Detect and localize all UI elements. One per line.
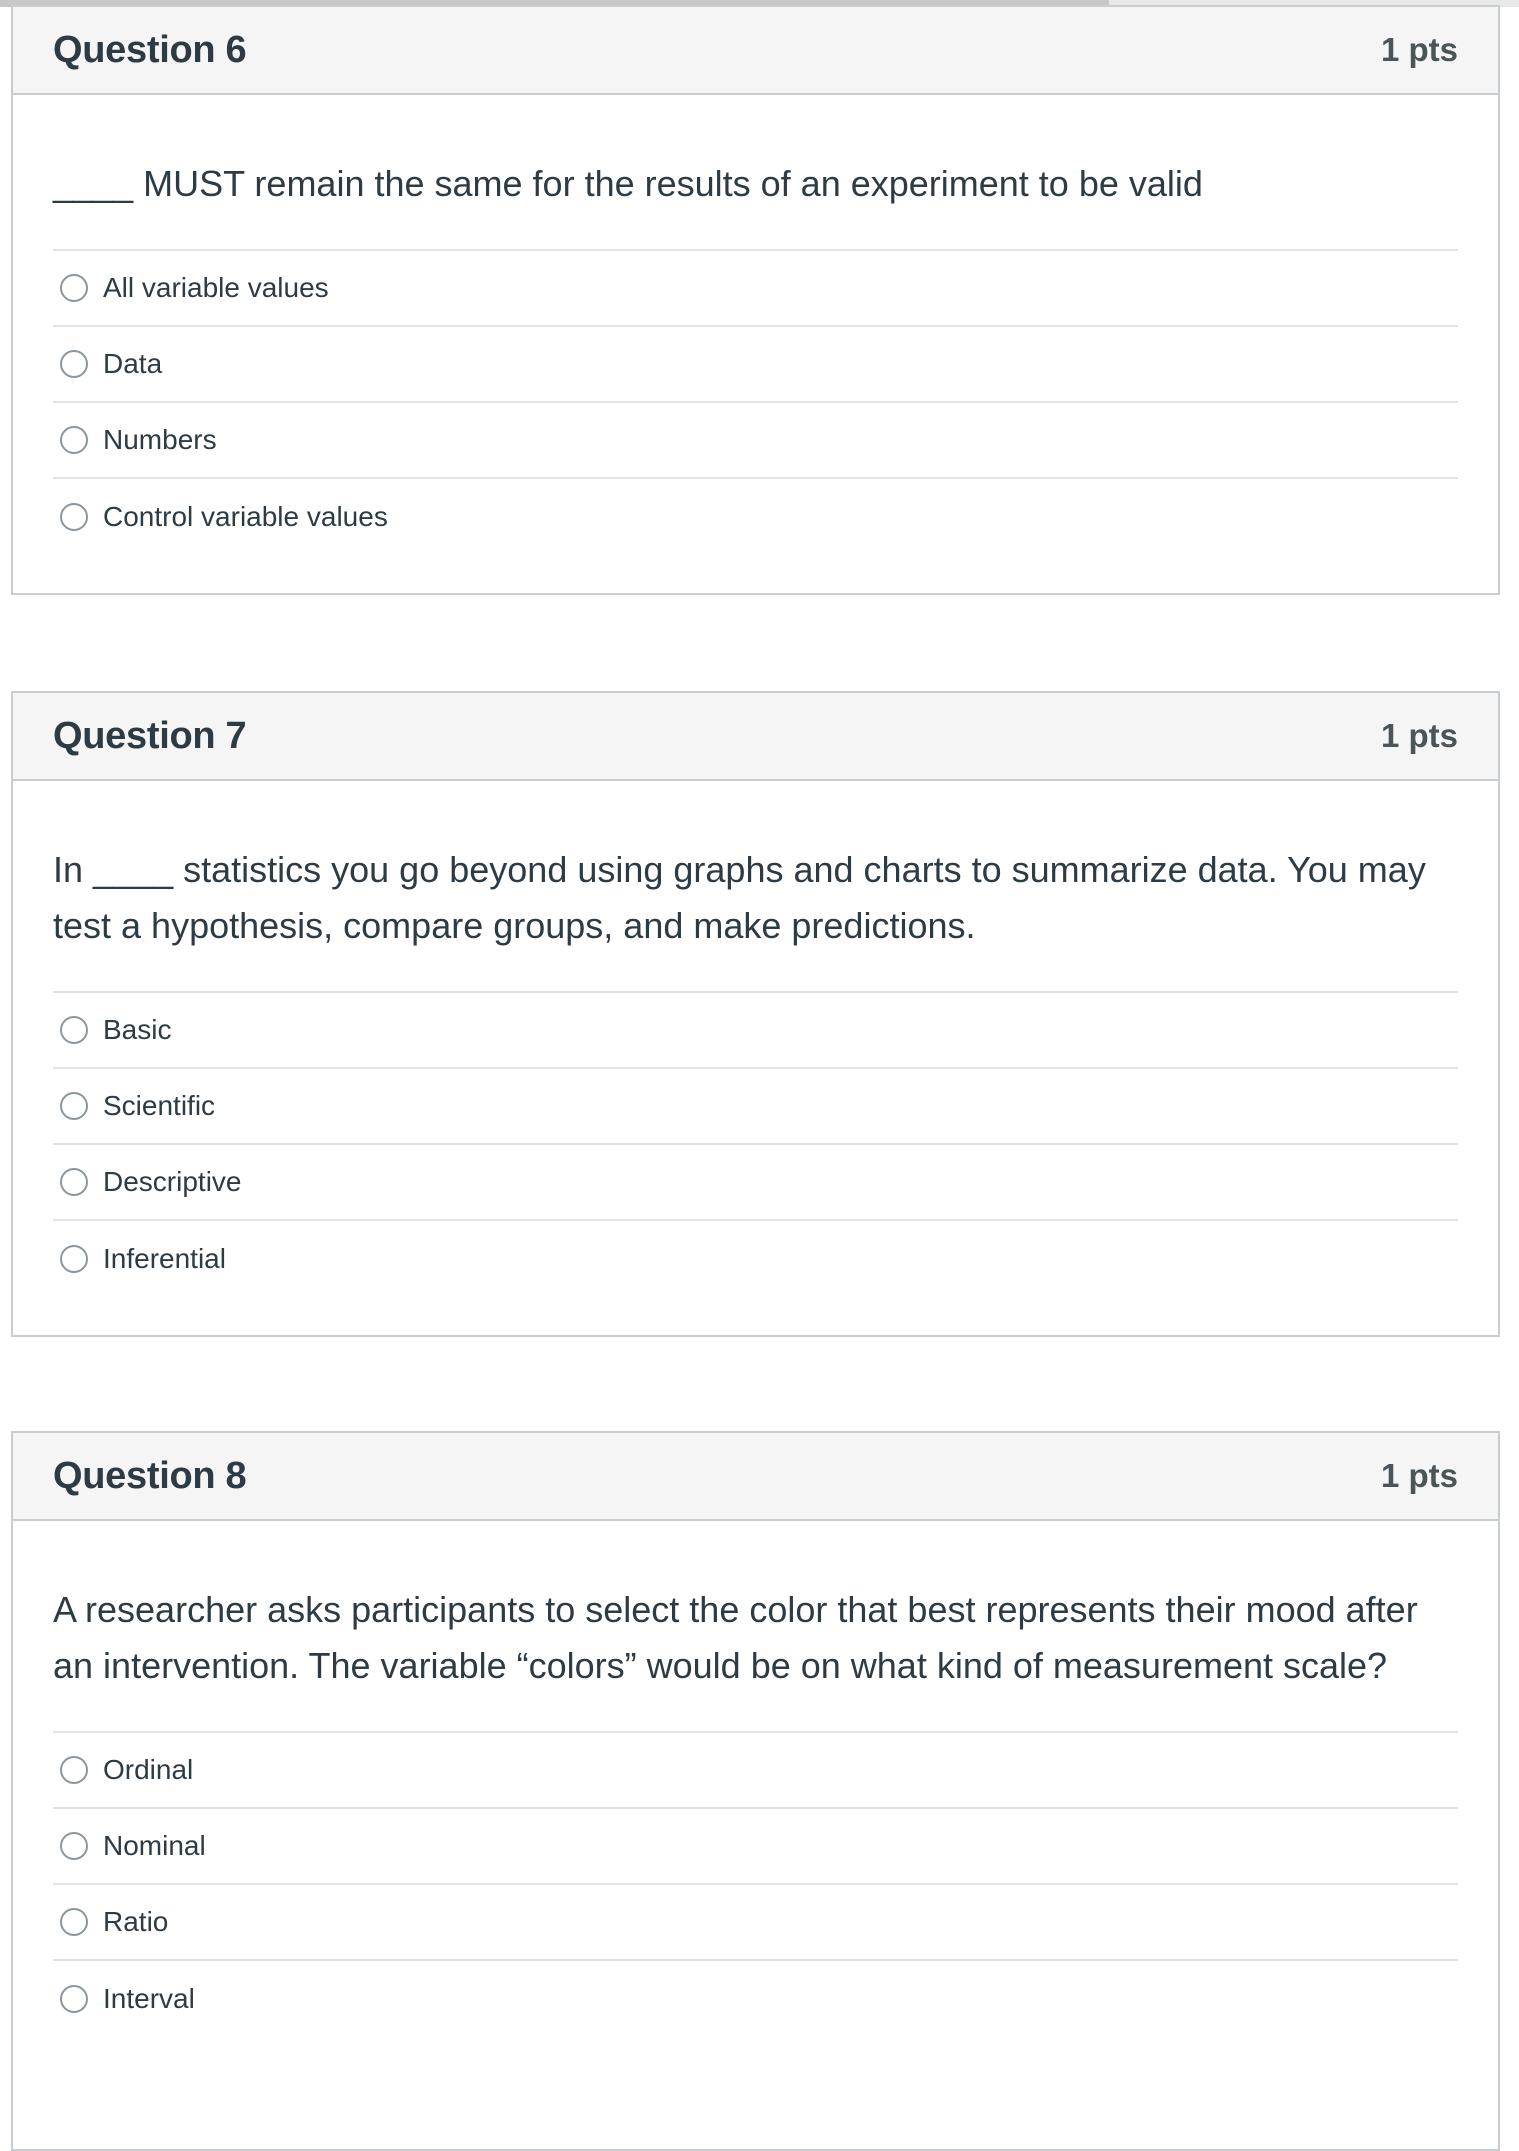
answer-list <box>53 1731 1458 2037</box>
question-points: 1 pts <box>1380 1457 1458 1494</box>
answer-option[interactable] <box>53 1145 1458 1221</box>
question-6 <box>11 5 1500 595</box>
radio-button[interactable] <box>60 1908 88 1936</box>
answer-label[interactable]: All variable values <box>103 272 329 303</box>
answer-option[interactable] <box>53 479 1458 555</box>
question-title: Question 8 <box>53 1454 247 1497</box>
radio-button[interactable] <box>60 350 88 378</box>
answer-label[interactable]: Ordinal <box>103 1754 194 1785</box>
answer-option[interactable] <box>53 1809 1458 1885</box>
answer-label[interactable]: Basic <box>103 1014 172 1045</box>
question-points: 1 pts <box>1380 717 1458 754</box>
question-title: Question 7 <box>53 714 247 757</box>
answer-option[interactable] <box>53 1885 1458 1961</box>
answer-label[interactable]: Control variable values <box>103 501 388 532</box>
question-body <box>13 1521 1498 2037</box>
answer-option[interactable] <box>53 1961 1458 2037</box>
answer-label[interactable]: Descriptive <box>103 1166 242 1197</box>
question-body <box>13 781 1498 1335</box>
answer-option[interactable] <box>53 251 1458 327</box>
radio-button[interactable] <box>60 1016 88 1044</box>
question-text: A researcher asks participants to select the color that best represents their mood after an intervention. The variable “colors” would be on what kind of measurement scale? <box>53 1589 1418 1686</box>
answer-option[interactable] <box>53 1733 1458 1809</box>
question-header <box>13 7 1498 95</box>
radio-button[interactable] <box>60 1092 88 1120</box>
radio-button[interactable] <box>60 1985 88 2013</box>
answer-label[interactable]: Ratio <box>103 1906 169 1937</box>
question-header <box>13 1433 1498 1521</box>
question-body <box>13 95 1498 593</box>
question-points: 1 pts <box>1380 31 1458 68</box>
answer-label[interactable]: Numbers <box>103 424 217 455</box>
answer-option[interactable] <box>53 1069 1458 1145</box>
question-title: Question 6 <box>53 28 247 71</box>
question-8 <box>11 1431 1500 2151</box>
answer-label[interactable]: Nominal <box>103 1830 206 1861</box>
radio-button[interactable] <box>60 426 88 454</box>
answer-list <box>53 249 1458 555</box>
radio-button[interactable] <box>60 1168 88 1196</box>
answer-option[interactable] <box>53 403 1458 479</box>
answer-option[interactable] <box>53 1221 1458 1297</box>
answer-label[interactable]: Data <box>103 348 163 379</box>
question-7 <box>11 691 1500 1337</box>
radio-button[interactable] <box>60 274 88 302</box>
answer-option[interactable] <box>53 993 1458 1069</box>
radio-button[interactable] <box>60 503 88 531</box>
answer-label[interactable]: Interval <box>103 1983 195 2014</box>
question-header <box>13 693 1498 781</box>
answer-option[interactable] <box>53 327 1458 403</box>
radio-button[interactable] <box>60 1832 88 1860</box>
answer-label[interactable]: Inferential <box>103 1243 226 1274</box>
radio-button[interactable] <box>60 1245 88 1273</box>
radio-button[interactable] <box>60 1756 88 1784</box>
answer-list <box>53 991 1458 1297</box>
question-text: In ____ statistics you go beyond using graphs and charts to summarize data. You may test a hypothesis, compare groups, and make predictions. <box>53 849 1426 946</box>
question-text: ____ MUST remain the same for the results of an experiment to be valid <box>53 163 1203 204</box>
answer-label[interactable]: Scientific <box>103 1090 216 1121</box>
